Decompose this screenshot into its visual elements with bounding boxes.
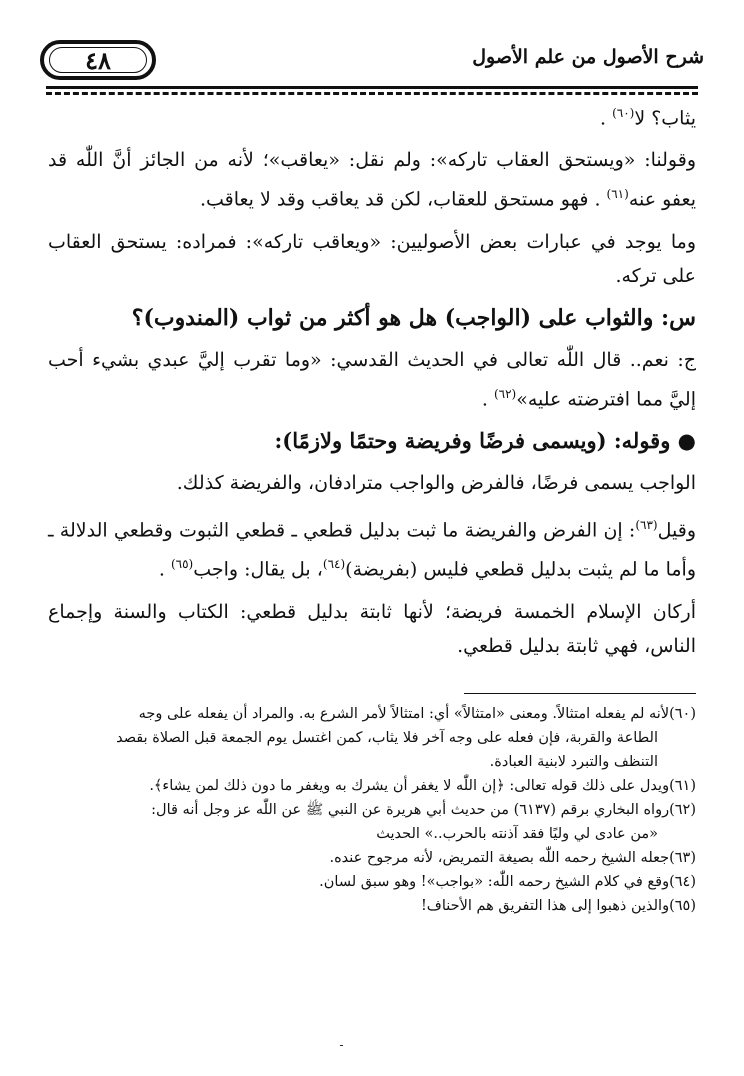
footnote-ref: (٦٠) <box>612 106 635 120</box>
footnote-line: (٦١)ويدل على ذلك قوله تعالى: ﴿إن اللّٰه لا يغفر أن يشرك به ويغفر ما دون ذلك لمن يشاء﴾. <box>149 778 696 794</box>
paragraph: أركان الإسلام الخمسة فريضة؛ لأنها ثابتة بدليل قطعي: الكتاب والسنة وإجماع الناس، فهي ثابتة بدليل قطعي. <box>48 600 696 657</box>
footnote-line: «من عادى لي وليًا فقد آذنته بالحرب..» الحديث <box>376 826 658 842</box>
header-dashed-rule <box>46 92 698 95</box>
paragraph: وما يوجد في عبارات بعض الأصوليين: «ويعاقب تاركه»: فمراده: يستحق العقاب على تركه. <box>48 230 696 287</box>
page-number: ٤٨ <box>85 45 111 75</box>
footnotes <box>48 702 696 918</box>
footnote-ref: (٦٥) <box>170 557 194 572</box>
header-rule <box>46 86 698 89</box>
footnote-line: (٦٣)جعله الشيخ رحمه اللّٰه بصيغة التمريض، لأنه مرجوح عنده. <box>329 850 696 866</box>
page-header <box>40 38 704 84</box>
question: س: والثواب على (الواجب) هل هو أكثر من ثواب (المندوب)؟ <box>131 304 696 331</box>
footnote-ref: (٦٢) <box>493 386 517 401</box>
footnote-line: (٦٥)والذين ذهبوا إلى هذا التفريق هم الأحناف! <box>420 898 696 914</box>
footnote-separator <box>464 693 696 694</box>
bullet-heading: ● وقوله: (ويسمى فرضًا وفريضة وحتمًا ولازمًا): <box>274 427 696 453</box>
paragraph: الواجب يسمى فرضًا، فالفرض والواجب مترادفان، والفريضة كذلك. <box>176 471 696 494</box>
bullet-icon: ● <box>677 427 696 453</box>
page-number-badge <box>40 40 156 80</box>
running-title: شرح الأصول من علم الأصول <box>472 46 704 68</box>
footnote-line: (٦٠)لأنه لم يفعله امتثالاً. ومعنى «امتثالاً» أي: امتثالاً لأمر الشرع به. والمراد أن يفعله على وجه <box>138 706 696 722</box>
footnote-line: (٦٢)رواه البخاري برقم (٦١٣٧) من حديث أبي هريرة عن النبي ﷺ عن اللّٰه عز وجل أنه قال: <box>151 802 696 818</box>
footnote-line: (٦٤)وقع في كلام الشيخ رحمه اللّٰه: «بواجب»! وهو سبق لسان. <box>319 874 696 890</box>
answer: ج: نعم.. قال اللّٰه تعالى في الحديث القدسي: «وما تقرب إليَّ عبدي بشيء أحب إليَّ مما افترضته عليه»$^{(٦٢)}$ . <box>48 348 696 410</box>
footnote-ref: (٦٤) <box>322 557 346 572</box>
paragraph: وقولنا: «ويستحق العقاب تاركه»: ولم نقل: «يعاقب»؛ لأنه من الجائز أنَّ اللّٰه قد يعفو عنه$^{(٦١)}$ . فهو مستحق للعقاب، لكن قد يعاقب وقد لا يعاقب. <box>48 149 696 211</box>
paragraph: وقيل$^{(٦٣)}$: إن الفرض والفريضة ما ثبت بدليل قطعي ـ قطعي الثبوت وقطعي الدلالة ـ وأما ما لم يثبت بدليل قطعي فليس (بفريضة)$^{(٦٤)}$، بل يقال: واجب$^{(٦٥)}$ . <box>48 517 696 581</box>
folio-mark: ـ <box>340 1038 343 1049</box>
main-text <box>48 96 696 671</box>
footnote-ref: (٦٣) <box>635 517 658 532</box>
footnote-line: التنظف والتبرد لابنية العبادة. <box>489 754 658 770</box>
footnote-line: الطاعة والقربة، فإن فعله على وجه آخر فلا يثاب، كمن اغتسل يوم الجمعة قبل الصلاة بقصد <box>116 730 658 746</box>
paragraph: يثاب؟ لا$^{(٦٠)}$ . <box>599 106 696 130</box>
footnote-ref: (٦١) <box>606 187 629 202</box>
